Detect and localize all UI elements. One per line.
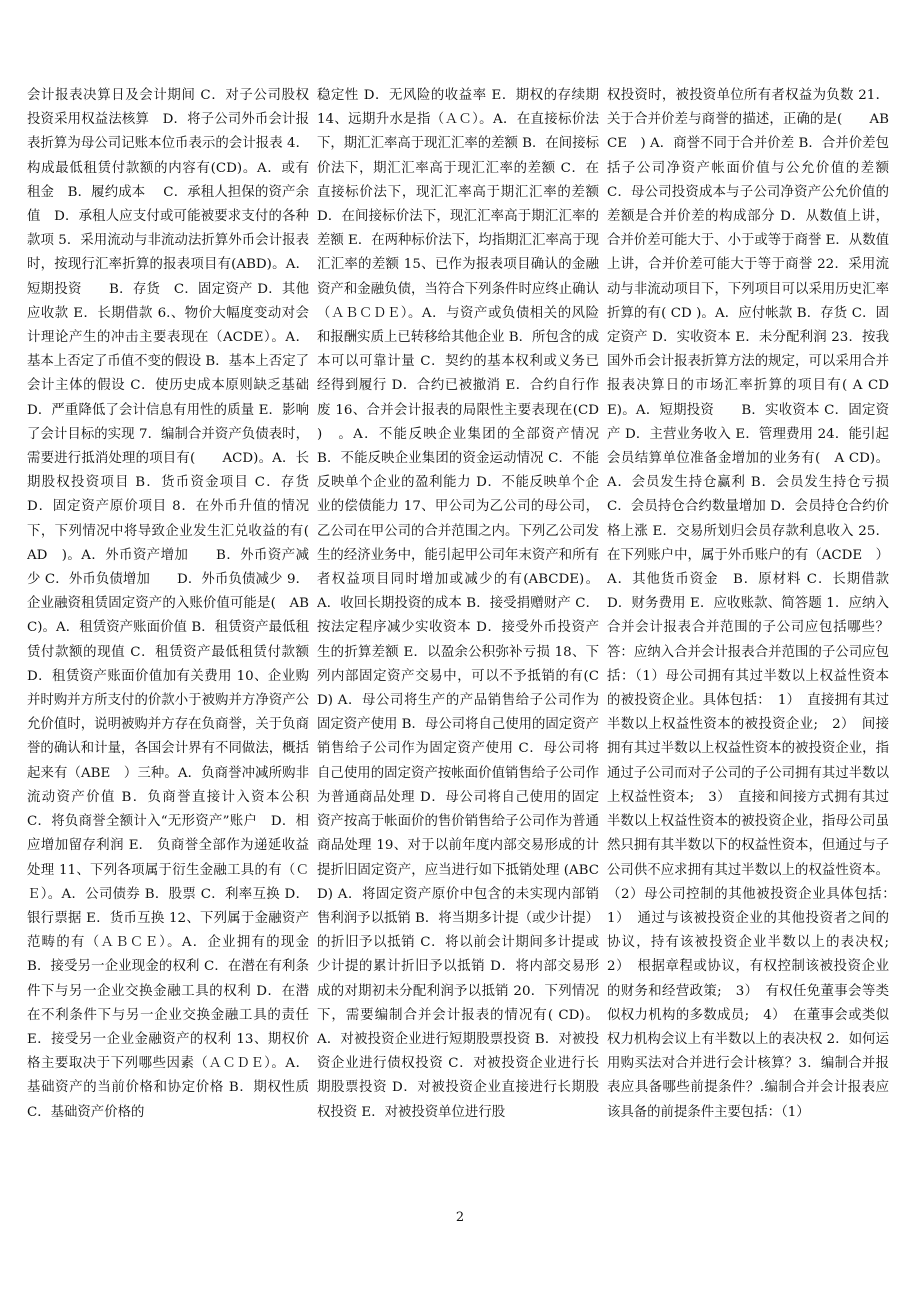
page-number: 2 <box>455 1210 465 1225</box>
text-column-2: 稳定性 D．无风险的收益率 E．期权的存续期 14、远期升水是指（ＡＣ）。A．在直接标价法下，期汇汇率高于现汇汇率的差额 B．在间接标价法下，期汇汇率高于现汇汇率的差额 C．在直接标价法下，现汇汇率高于期汇汇率的差额 D．在间接标价法下，现汇汇率高于期汇汇率的差额 E．在两种标价法下，均指期汇汇率高于现汇汇率的差额 15、已作为报表项目确认的金融资产和金融负债，当符合下列条件时应终止确认（ＡＢＣＤＥ）。A．与资产或负债相关的风险和报酬实质上已转移给其他企业 B．所包含的成本可以可靠计量 C．契约的基本权利或义务已经得到履行 D．合约已被撤消 E．合约自行作废 16、合并会计报表的局限性主要表现在(CD ) 。A．不能反映企业集团的全部资产情况 B．不能反映企业集团的资金运动情况 C．不能反映单个企业的盈利能力 D．不能反映单个企业的偿债能力 17、甲公司为乙公司的母公司，乙公司在甲公司的合并范围之内。下列乙公司发生的经济业务中，能引起甲公司年末资产和所有者权益项目同时增加或减少的有(ABCDE)。A．收回长期投资的成本 B．接受捐赠财产 C．按法定程序减少实收资本 D．接受外币投资产生的折算差额 E．以盈余公积弥补亏损 18、下列内部固定资产交易中，可以不予抵销的有(CD) A．母公司将生产的产品销售给子公司作为固定资产使用 B．母公司将自己使用的固定资产销售给子公司作为固定资产使用 C．母公司将自己使用的固定资产按帐面价值销售给子公司作为普通商品处理 D．母公司将自己使用的固定资产按高于帐面价的售价销售给子公司作为普通商品处理 19、对于以前年度内部交易形成的计提折旧固定资产，应当进行如下抵销处理 (ABCD) A．将固定资产原价中包含的未实现内部销售利润予以抵销 B．将当期多计提（或少计提）的折旧予以抵销 C．将以前会计期间多计提或少计提的累计折旧予以抵销 D．将内部交易形成的对期初未分配利润予以抵销 20．下列情况下，需要编制合并会计报表的情况有( CD)。A．对被投资企业进行短期股票投资 B．对被投资企业进行债权投资 C．对被投资企业进行长期股票投资 D．对被投资企业直接进行长期股权投资 E．对被投资单位进行股 <box>317 88 599 1120</box>
text-column-1: 会计报表决算日及会计期间 C．对子公司股权投资采用权益法核算 D．将子公司外币会计报表折算为母公司记账本位币表示的会计报表 4．构成最低租赁付款额的内容有(CD)。A．或有租金 B．履约成本 C．承租人担保的资产余值 D．承租人应支付或可能被要求支付的各种款项 5．采用流动与非流动法折算外币会计报表时，按现行汇率折算的报表项目有(ABD)。A．短期投资 B．存货 C．固定资产 D．其他应收款 E．长期借款 6.、物价大幅度变动对会计理论产生的冲击主要表现在（ACDE）。A．基本上否定了币值不变的假设 B．基本上否定了会计主体的假设 C．使历史成本原则缺乏基础 D．严重降低了会计信息有用性的质量 E．影响了会计目标的实现 7．编制合并资产负债表时，需要进行抵消处理的项目有( ACD)。A．长期股权投资项目 B．货币资金项目 C．存货 D．固定资产原价项目 8．在外币升值的情况下，下列情况中将导致企业发生汇兑收益的有( AD )。A．外币资产增加 B．外币资产减少 C．外币负债增加 D．外币负债减少 9．企业融资租赁固定资产的入账价值可能是( ABC)。A．租赁资产账面价值 B．租赁资产最低租赁付款额的现值 C．租赁资产最低租赁付款额 D．租赁资产账面价值加有关费用 10、企业购并时购并方所支付的价款小于被购并方净资产公允价值时，说明被购并方存在负商誉，关于负商誉的确认和计量，各国会计界有不同做法，概括起来有（ABE ）三种。A．负商誉冲减所购非流动资产价值 B．负商誉直接计入资本公积 C．将负商誉全额计入“无形资产”账户 D．相应增加留存利润 E. 负商誉全部作为递延收益处理 11、下列各项属于衍生金融工具的有（ＣＥ）。A．公司债券 B．股票 C．利率互换 D．银行票据 E．货币互换 12、下列属于金融资产范畴的有（ＡＢＣＥ）。A．企业拥有的现金 B．接受另一企业现金的权利 C．在潜在有利条件下与另一企业交换金融工具的权利 D．在潜在不利条件下与另一企业交换金融工具的责任 E．接受另一企业金融资产的权利 13、期权价格主要取决于下列哪些因素（ＡＣＤＥ）。A．基础资产的当前价格和协定价格 B．期权性质 C．基础资产价格的 <box>27 88 309 1120</box>
text-column-3: 权投资时，被投资单位所有者权益为负数 21．关于合并价差与商誉的描述，正确的是( ABCE ) A．商誉不同于合并价差 B．合并价差包括子公司净资产帐面价值与公允价值的差额 C．母公司投资成本与子公司净资产公允价值的差额是合并价差的构成部分 D．从数值上讲，合并价差可能大于、小于或等于商誉 E．从数值上讲，合并价差可能大于等于商誉 22．采用流动与非流动项目下，下列项目可以采用历史汇率折算的有( CD )。A．应付帐款 B．存货 C．固定资产 D．实收资本 E．未分配利润 23．按我国外币会计报表折算方法的规定，可以采用合并报表决算日的市场汇率折算的项目有( A CDE)。A．短期投资 B．实收资本 C．固定资产 D．主营业务收入 E．管理费用 24．能引起会员结算单位准备金增加的业务有( A CD)。A．会员发生持仓赢利 B．会员发生持仓亏损 C．会员持仓合约数量增加 D．会员持仓合约价格上涨 E．交易所划归会员存款利息收入 25．在下列账户中，属于外币账户的有（ACDE ）A．其他货币资金 B．原材料 C．长期借款 D．财务费用 E．应收账款、简答题 1．应纳入合并会计报表合并范围的子公司应包括哪些？答：应纳入合并会计报表合并范围的子公司应包括：（1）母公司拥有其过半数以上权益性资本的被投资企业。具体包括： 1） 直接拥有其过半数以上权益性资本的被投资企业; 2） 间接拥有其过半数以上权益性资本的被投资企业，指通过子公司而对子公司的子公司拥有其过半数以上权益性资本; 3） 直接和间接方式拥有其过半数以上权益性资本的被投资企业，指母公司虽然只拥有其半数以下的权益性资本，但通过与子公司供不应求拥有其过半数以上的权益性资本。（2）母公司控制的其他被投资企业具体包括： 1） 通过与该被投资企业的其他投资者之间的协议，持有该被投资企业半数以上的表决权; 2） 根据章程或协议，有权控制该被投资企业的财务和经营政策; 3） 有权任免董事会等类似权力机构的多数成员; 4） 在董事会或类似权力机构会议上有半数以上的表决权 2．如何运用购买法对合并进行会计核算？3．编制合并报表应具备哪些前提条件？.编制合并会计报表应该具备的前提条件主要包括：（1） <box>607 88 889 1120</box>
